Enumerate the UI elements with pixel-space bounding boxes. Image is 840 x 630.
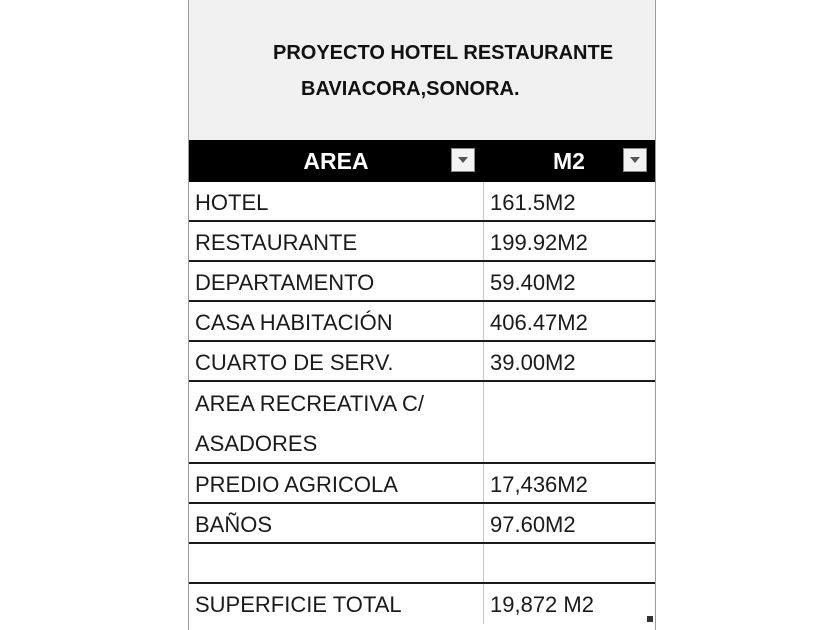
- cell-area[interactable]: CASA HABITACIÓN: [195, 310, 393, 335]
- cell-area[interactable]: [189, 544, 483, 582]
- table-row: [189, 464, 655, 504]
- cell-m2[interactable]: 17,436M2: [483, 464, 655, 502]
- table-row: [189, 504, 655, 544]
- table-row: [189, 302, 655, 342]
- cell-area[interactable]: CUARTO DE SERV.: [195, 350, 394, 375]
- title-block: [189, 0, 655, 140]
- cell-m2[interactable]: 97.60M2: [483, 504, 655, 542]
- table-row: [189, 544, 655, 584]
- table-row: [189, 222, 655, 262]
- cell-m2[interactable]: 406.47M2: [483, 302, 655, 340]
- table-row: [189, 182, 655, 222]
- cell-m2[interactable]: [483, 544, 655, 582]
- table-row: [189, 382, 655, 464]
- spreadsheet-table: [188, 0, 656, 630]
- cell-m2[interactable]: 59.40M2: [483, 262, 655, 300]
- cell-m2[interactable]: [483, 382, 655, 462]
- cell-area[interactable]: SUPERFICIE TOTAL: [195, 592, 402, 617]
- header-m2: M2: [553, 148, 585, 174]
- cell-area[interactable]: DEPARTAMENTO: [195, 270, 375, 295]
- table-row: [189, 262, 655, 302]
- header-row: [189, 140, 655, 182]
- cell-area[interactable]: RESTAURANTE: [195, 230, 358, 255]
- filter-dropdown-area-icon[interactable]: [451, 148, 475, 172]
- cell-m2[interactable]: 199.92M2: [483, 222, 655, 260]
- cell-area[interactable]: BAÑOS: [195, 512, 273, 537]
- cell-m2[interactable]: 19,872 M2: [483, 584, 655, 624]
- cell-area[interactable]: HOTEL: [195, 190, 269, 215]
- table-row: [189, 584, 655, 624]
- cell-area[interactable]: AREA RECREATIVA C/ ASADORES: [195, 391, 425, 456]
- title-line-1: PROYECTO HOTEL RESTAURANTE: [273, 42, 614, 64]
- header-area: AREA: [303, 148, 369, 174]
- filter-dropdown-m2-icon[interactable]: [623, 148, 647, 172]
- table-row: [189, 342, 655, 382]
- resize-handle-icon[interactable]: [647, 616, 653, 622]
- title-line-2: BAVIACORA,SONORA.: [301, 78, 520, 100]
- cell-m2[interactable]: 39.00M2: [483, 342, 655, 380]
- cell-area[interactable]: PREDIO AGRICOLA: [195, 472, 398, 497]
- table-body: [189, 182, 655, 624]
- cell-m2[interactable]: 161.5M2: [483, 182, 655, 220]
